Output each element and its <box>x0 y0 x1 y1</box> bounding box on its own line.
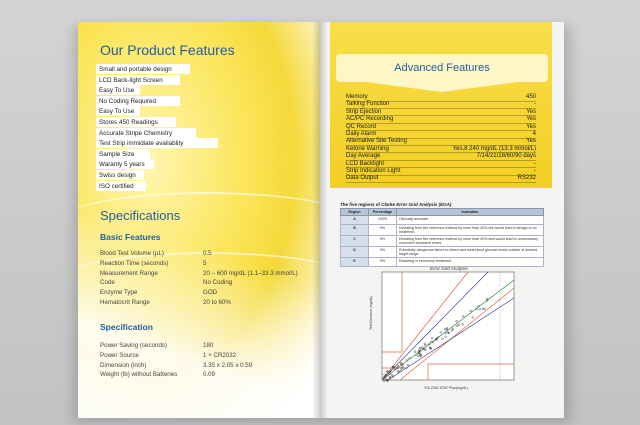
spec-row <box>100 259 207 267</box>
spec-value: 20 – 600 mg/dL (1.1–33.3 mmol/L) <box>203 269 298 277</box>
advanced-feature-key: Data Output <box>346 175 379 182</box>
advanced-feature-key: Talking Function <box>346 101 390 108</box>
table-row <box>341 236 544 247</box>
feature-item: LCD Back-light Screen <box>96 75 180 85</box>
chart-point <box>383 380 385 382</box>
feature-item: ISO certified <box>96 181 146 191</box>
feature-item: Sample Size <box>96 149 150 159</box>
table-cell: Potentially dangerous failure to detect and treat blood glucose levels outside of desired target range. <box>397 247 544 258</box>
spec-row <box>100 250 212 257</box>
spec-row <box>100 289 218 297</box>
table-cell: E <box>341 258 369 267</box>
spec-value: 0.09 <box>203 371 216 379</box>
spec-key: Dimension (inch) <box>100 361 147 369</box>
feature-item: Accurate Stripe Chemistry <box>96 128 196 138</box>
table-cell: 0% <box>369 236 397 247</box>
right-page <box>320 22 564 418</box>
advanced-feature-value: Yes,8 240 mg/dL (13.3 mmol/L) <box>452 145 536 152</box>
specifications-title: Specifications <box>100 208 181 223</box>
table-cell: 0% <box>369 247 397 258</box>
feature-item: Easy To Use <box>96 106 140 116</box>
advanced-feature-key: Strip Ejection <box>346 108 382 115</box>
book-spine <box>312 22 328 418</box>
table-cell: Resulting in erroneous treatment <box>397 258 544 267</box>
chart-ylabel: Test Decision (mg/dL) <box>369 296 373 330</box>
advanced-feature-key: Strip Indication Light <box>346 168 401 174</box>
error-grid-chart <box>368 270 518 392</box>
feature-item: Test Strip immidiate availablity <box>96 138 218 148</box>
table-header: Region <box>341 209 369 216</box>
spec-value: GOD <box>203 289 218 297</box>
table-header: Indication <box>397 209 544 216</box>
spec-value: 3.35 x 2.05 x 0.59 <box>203 361 253 369</box>
advanced-feature-key: Alternative Site Testing <box>346 138 407 145</box>
table-cell: 100% <box>369 216 397 225</box>
spec-row <box>100 351 237 359</box>
advanced-feature-key: AC/PC Recording <box>346 116 394 123</box>
table-row <box>341 225 544 236</box>
spec-value: 20 to 60% <box>203 299 231 306</box>
spec-key: Enzyme Type <box>100 289 138 297</box>
advanced-feature-value: RS232 <box>517 175 536 182</box>
basic-features-title: Basic Features <box>100 232 161 242</box>
spec-value: No Coding <box>203 279 233 287</box>
spec-key: Code <box>100 279 115 287</box>
table-cell: Deviating from the reference method by more than 20% and would lead to unnecessary corrective treatment errors. <box>397 236 544 247</box>
advanced-feature-key: Memory <box>346 94 368 100</box>
spec-row <box>100 299 231 306</box>
product-features-title: Our Product Features <box>100 42 235 58</box>
feature-item: No Coding Required <box>96 96 180 106</box>
feature-item: Easy To Use <box>96 85 140 95</box>
spec-key: Power Source <box>100 351 139 359</box>
advanced-feature-value: - <box>534 168 536 174</box>
table-cell: B <box>341 225 369 236</box>
advanced-feature-value: 450 <box>525 94 536 100</box>
advanced-feature-value: - <box>534 160 536 167</box>
feature-item: Small and portable design <box>96 64 190 74</box>
table-cell: Clinically accurate <box>397 216 544 225</box>
advanced-feature-value: Yes <box>526 116 536 123</box>
advanced-feature-key: LCD Backlight <box>346 160 385 167</box>
table-cell: A <box>341 216 369 225</box>
left-page <box>78 22 320 418</box>
specification-title: Specification <box>100 322 153 332</box>
spec-row <box>100 371 216 379</box>
spec-row <box>100 342 214 349</box>
chart-xlabel: YSI-2300 STAT Plus(mg/dL) <box>424 386 468 390</box>
spec-key: Weight (lb) without Batteries <box>100 371 178 379</box>
advanced-feature-value: Yes <box>526 123 536 130</box>
spec-row <box>100 279 233 287</box>
spec-value: 5 <box>203 259 207 267</box>
table-header: Percentage <box>369 209 397 216</box>
spec-key: Blood Test Volume (µL) <box>100 250 164 257</box>
advanced-feature-key: QC Record <box>346 123 377 130</box>
spec-row <box>100 269 298 277</box>
spec-value: 1 × CR2032 <box>203 351 237 359</box>
advanced-feature-value: - <box>534 101 536 108</box>
spec-key: Power Saving (seconds) <box>100 342 168 349</box>
advanced-feature-key: Ketone Warning <box>346 145 389 152</box>
spec-value: 0.5 <box>203 250 212 257</box>
feature-item: Waranty 5 years <box>96 159 154 169</box>
table-row <box>341 247 544 258</box>
advanced-feature-value: Yes <box>526 138 536 145</box>
ega-table-title: The five regions of Clarke Error Grid Analysis (EGA) <box>340 202 452 207</box>
table-row <box>341 216 544 225</box>
table-cell: C <box>341 236 369 247</box>
table-cell: Deviating from the reference method by more than 20% but would lead to benign or no treatment. <box>397 225 544 236</box>
table-cell: D <box>341 247 369 258</box>
spec-key: Hematocrit Range <box>100 299 150 306</box>
advanced-feature-key: Daily Alarm <box>346 131 377 137</box>
advanced-feature-value: Yes <box>526 108 536 115</box>
table-cell: 0% <box>369 258 397 267</box>
table-cell: 0% <box>369 225 397 236</box>
spec-row <box>100 361 253 369</box>
chart-title: Error Grid Analysis <box>430 266 468 271</box>
spec-value: 180 <box>203 342 214 349</box>
advanced-feature-row <box>346 175 536 183</box>
feature-item: Swiss design <box>96 170 144 180</box>
feature-item: Stores 450 Readings <box>96 117 176 127</box>
ega-table <box>340 208 544 267</box>
spec-key: Measurement Range <box>100 269 158 277</box>
advanced-feature-key: Day Average <box>346 153 381 160</box>
advanced-features-title: Advanced Features <box>394 62 490 74</box>
spec-key: Reaction Time (seconds) <box>100 259 169 267</box>
advanced-feature-value: 4 <box>532 131 536 137</box>
advanced-features-banner <box>336 54 548 82</box>
advanced-feature-value: 7/14/21/28/60/90 days <box>476 153 536 160</box>
